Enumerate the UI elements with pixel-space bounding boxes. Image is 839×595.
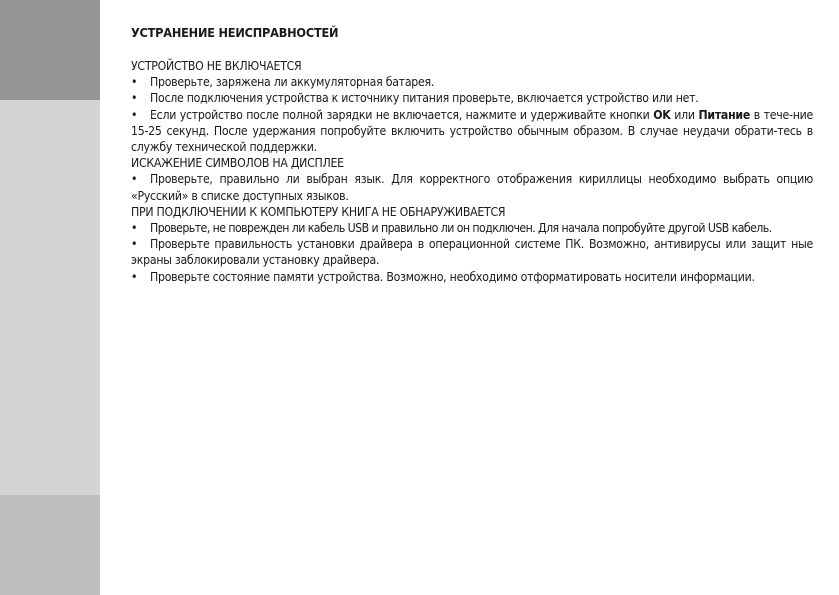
list-item: • Проверьте, правильно ли выбран язык. Для корректного отображения кириллицы необходимо выбрать опцию «Русский» в списке доступных языков. [131,172,813,203]
sidebar-band-middle [0,100,100,495]
ok-button-label: OK [653,107,671,122]
section-display-distortion [131,155,813,204]
section-heading: ПРИ ПОДКЛЮЧЕНИИ К КОМПЬЮТЕРУ КНИГА НЕ ОБНАРУЖИВАЕТСЯ [131,204,506,219]
section-heading: ИСКАЖЕНИЕ СИМВОЛОВ НА ДИСПЛЕЕ [131,156,344,171]
list-item: • Проверьте правильность установки драйвера в операционной системе ПК. Возможно, антивирусы или защит ные экраны заблокировали установку драйвера. [131,237,813,268]
bullet-icon: • [131,172,138,187]
list-item: • После подключения устройства к источнику питания проверьте, включается устройство или нет. [131,91,699,106]
sidebar-decoration [0,0,100,595]
list-item: • Проверьте состояние памяти устройства. Возможно, необходимо отформатировать носители информации. [131,269,755,284]
bullet-icon: • [131,221,137,236]
section-pc-not-detected [131,204,813,285]
list-item: • Если устройство после полной зарядки не включается, нажмите и удерживайте кнопки OK или Питание в тече-ние 15-25 секунд. После удержания попробуйте включить устройство обычным образом. В случае неудачи обрати-тесь в службу технической поддержки. [131,107,813,155]
list-item: • Проверьте, не поврежден ли кабель USB и правильно ли он подключен. Для начала попробуйте другой USB кабель. [131,221,772,236]
page-content [131,24,813,285]
page-title: УСТРАНЕНИЕ НЕИСПРАВНОСТЕЙ [131,25,339,40]
bullet-icon: • [131,269,138,284]
list-item: • Проверьте, заряжена ли аккумуляторная батарея. [131,75,435,90]
bullet-icon: • [131,107,138,122]
section-device-not-turning-on [131,58,813,155]
sidebar-band-bottom [0,495,100,595]
bullet-icon: • [131,75,138,90]
sidebar-band-top [0,0,100,100]
section-heading: УСТРОЙСТВО НЕ ВКЛЮЧАЕТСЯ [131,59,302,73]
power-button-label: Питание [698,107,751,122]
bullet-icon: • [131,237,138,252]
bullet-icon: • [131,91,138,106]
